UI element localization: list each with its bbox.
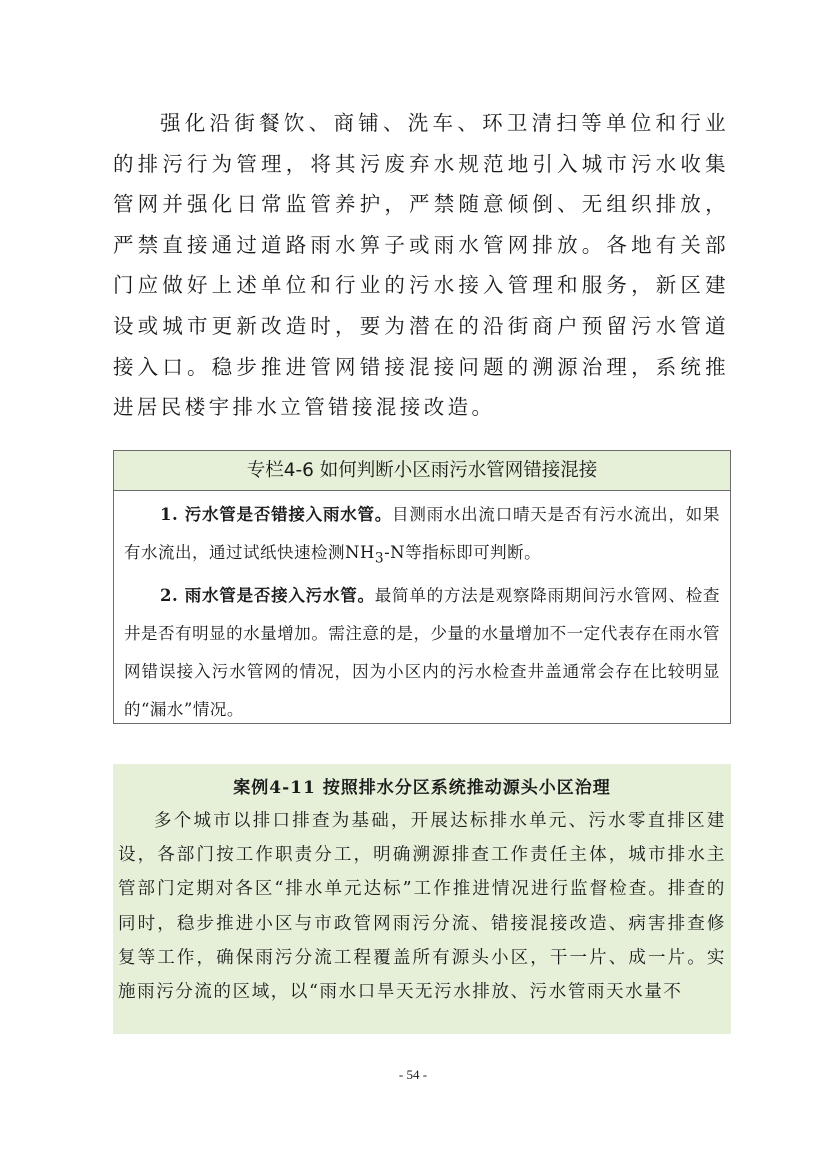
- sidebar-item-1-subscript: 3: [374, 550, 385, 567]
- case-body: [113, 801, 731, 1009]
- sidebar-item-1: [124, 496, 720, 577]
- intro-paragraph: 强化沿街餐饮、商铺、洗车、环卫清扫等单位和行业的排污行为管理，将其污废弃水规范地引入城市污水收集管网并强化日常监管养护，严禁随意倾倒、无组织排放，严禁直接通过道路雨水箅子或雨水管网排放。各地有关部门应做好上述单位和行业的污水接入管理和服务，新区建设或城市更新改造时，要为潜在的沿街商户预留污水管道接入口。稳步推进管网错接混接问题的溯源治理，系统推进居民楼宇排水立管错接混接改造。: [113, 111, 729, 420]
- sidebar-item-2-text: 最简单的方法是观察降雨期间污水管网、检查井是否有明显的水量增加。需注意的是，少量的水量增加不一定代表存在雨水管网错误接入污水管网的情况，因为小区内的污水检查井盖通常会存在比较明显的“漏水”情况。: [124, 586, 721, 720]
- case-title: 案例4-11 按照排水分区系统推动源头小区治理: [233, 778, 611, 798]
- sidebar-box: [113, 450, 731, 724]
- sidebar-item-1-text-a: 目测雨水出流口晴天是否有污水流出，如果有水流出，通过试纸快速检测NH: [124, 505, 720, 562]
- sidebar-item-2: [124, 577, 720, 729]
- sidebar-body: [114, 491, 730, 729]
- page-number: - 54 -: [398, 1067, 428, 1082]
- case-paragraph: 多个城市以排口排查为基础，开展达标排水单元、污水零直排区建设，各部门按工作职责分工，明确溯源排查工作责任主体，城市排水主管部门定期对各区“排水单元达标”工作推进情况进行监督检查。排查的同时，稳步推进小区与市政管网雨污分流、错接混接改造、病害排查修复等工作，确保雨污分流工程覆盖所有源头小区，干一片、成一片。实施雨污分流的区域，以“雨水口旱天无污水排放、污水管雨天水量不: [118, 811, 726, 1003]
- sidebar-title: 专栏4-6 如何判断小区雨污水管网错接混接: [114, 451, 730, 491]
- sidebar-item-1-text-b: -N等指标即可判断。: [384, 543, 542, 562]
- sidebar-item-2-heading: 2. 雨水管是否接入污水管。: [160, 586, 375, 606]
- case-box: [113, 764, 731, 1034]
- intro-section: [113, 103, 729, 428]
- sidebar-item-1-heading: 1. 污水管是否错接入雨水管。: [160, 505, 393, 524]
